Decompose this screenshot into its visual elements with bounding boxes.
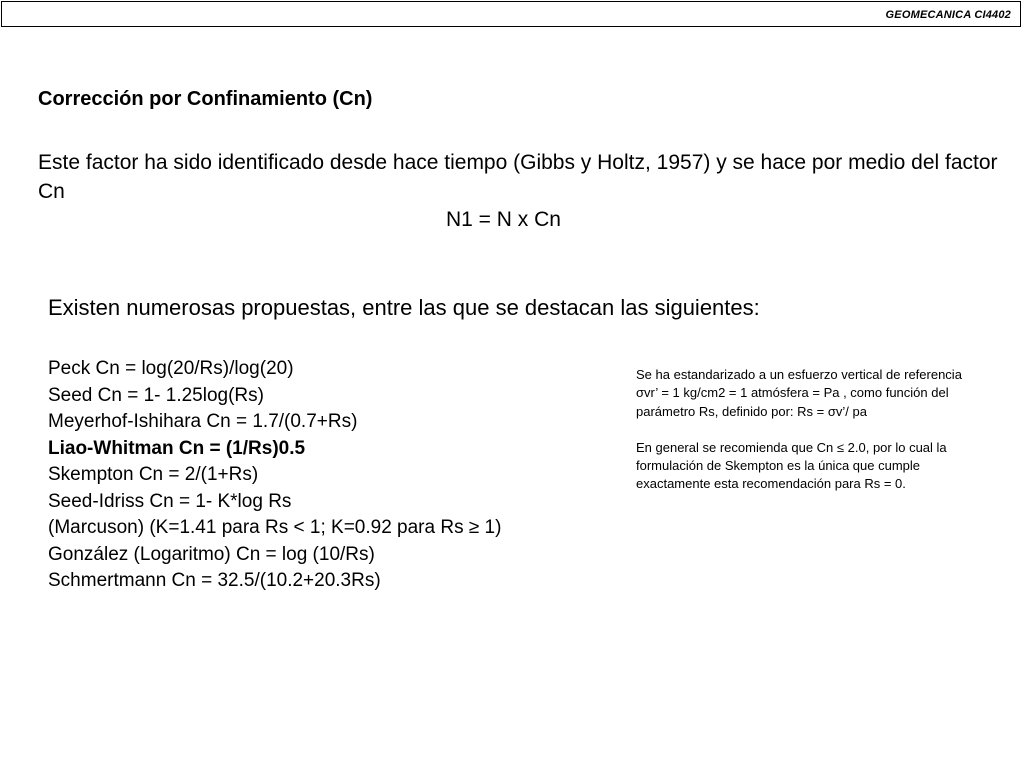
proposal-item-gonzalez: González (Logaritmo) Cn = log (10/Rs) — [48, 543, 375, 565]
proposal-item-liao-whitman: Liao-Whitman Cn = (1/Rs)0.5 — [48, 437, 306, 459]
proposal-item-seed: Seed Cn = 1- 1.25log(Rs) — [48, 384, 264, 406]
proposal-item-peck: Peck Cn = log(20/Rs)/log(20) — [48, 358, 294, 379]
intro-paragraph: Este factor ha sido identificado desde hace tiempo (Gibbs y Holtz, 1957) y se hace por medio del factor Cn — [38, 151, 998, 203]
formula: N1 = N x Cn — [446, 208, 561, 231]
proposal-item-meyerhof-ishihara: Meyerhof-Ishihara Cn = 1.7/(0.7+Rs) — [48, 411, 358, 432]
side-note — [636, 366, 976, 494]
proposals-intro: Existen numerosas propuestas, entre las que se destacan las siguientes: — [48, 295, 760, 320]
proposal-item-skempton: Skempton Cn = 2/(1+Rs) — [48, 464, 259, 485]
proposal-item-schmertmann: Schmertmann Cn = 32.5/(10.2+20.3Rs) — [48, 570, 381, 591]
slide-title: Corrección por Confinamiento (Cn) — [38, 88, 373, 110]
side-note-recommendation: En general se recomienda que Cn ≤ 2.0, por lo cual la formulación de Skempton es la única que cumple exactamente esta recomendación para Rs = 0. — [636, 439, 947, 492]
proposal-item-seed-idriss: Seed-Idriss Cn = 1- K*log Rs — [48, 490, 292, 512]
course-label: GEOMECANICA CI4402 — [885, 9, 1011, 21]
proposal-item-marcuson: (Marcuson) (K=1.41 para Rs < 1; K=0.92 para Rs ≥ 1) — [48, 517, 502, 538]
proposal-list — [48, 356, 501, 595]
side-note-reference: Se ha estandarizado a un esfuerzo vertical de referencia σvr’ = 1 kg/cm2 = 1 atmósfera = Pa , como función del parámetro Rs, definido por: Rs = σv’/ pa — [636, 367, 962, 419]
header-bar — [1, 1, 1021, 27]
